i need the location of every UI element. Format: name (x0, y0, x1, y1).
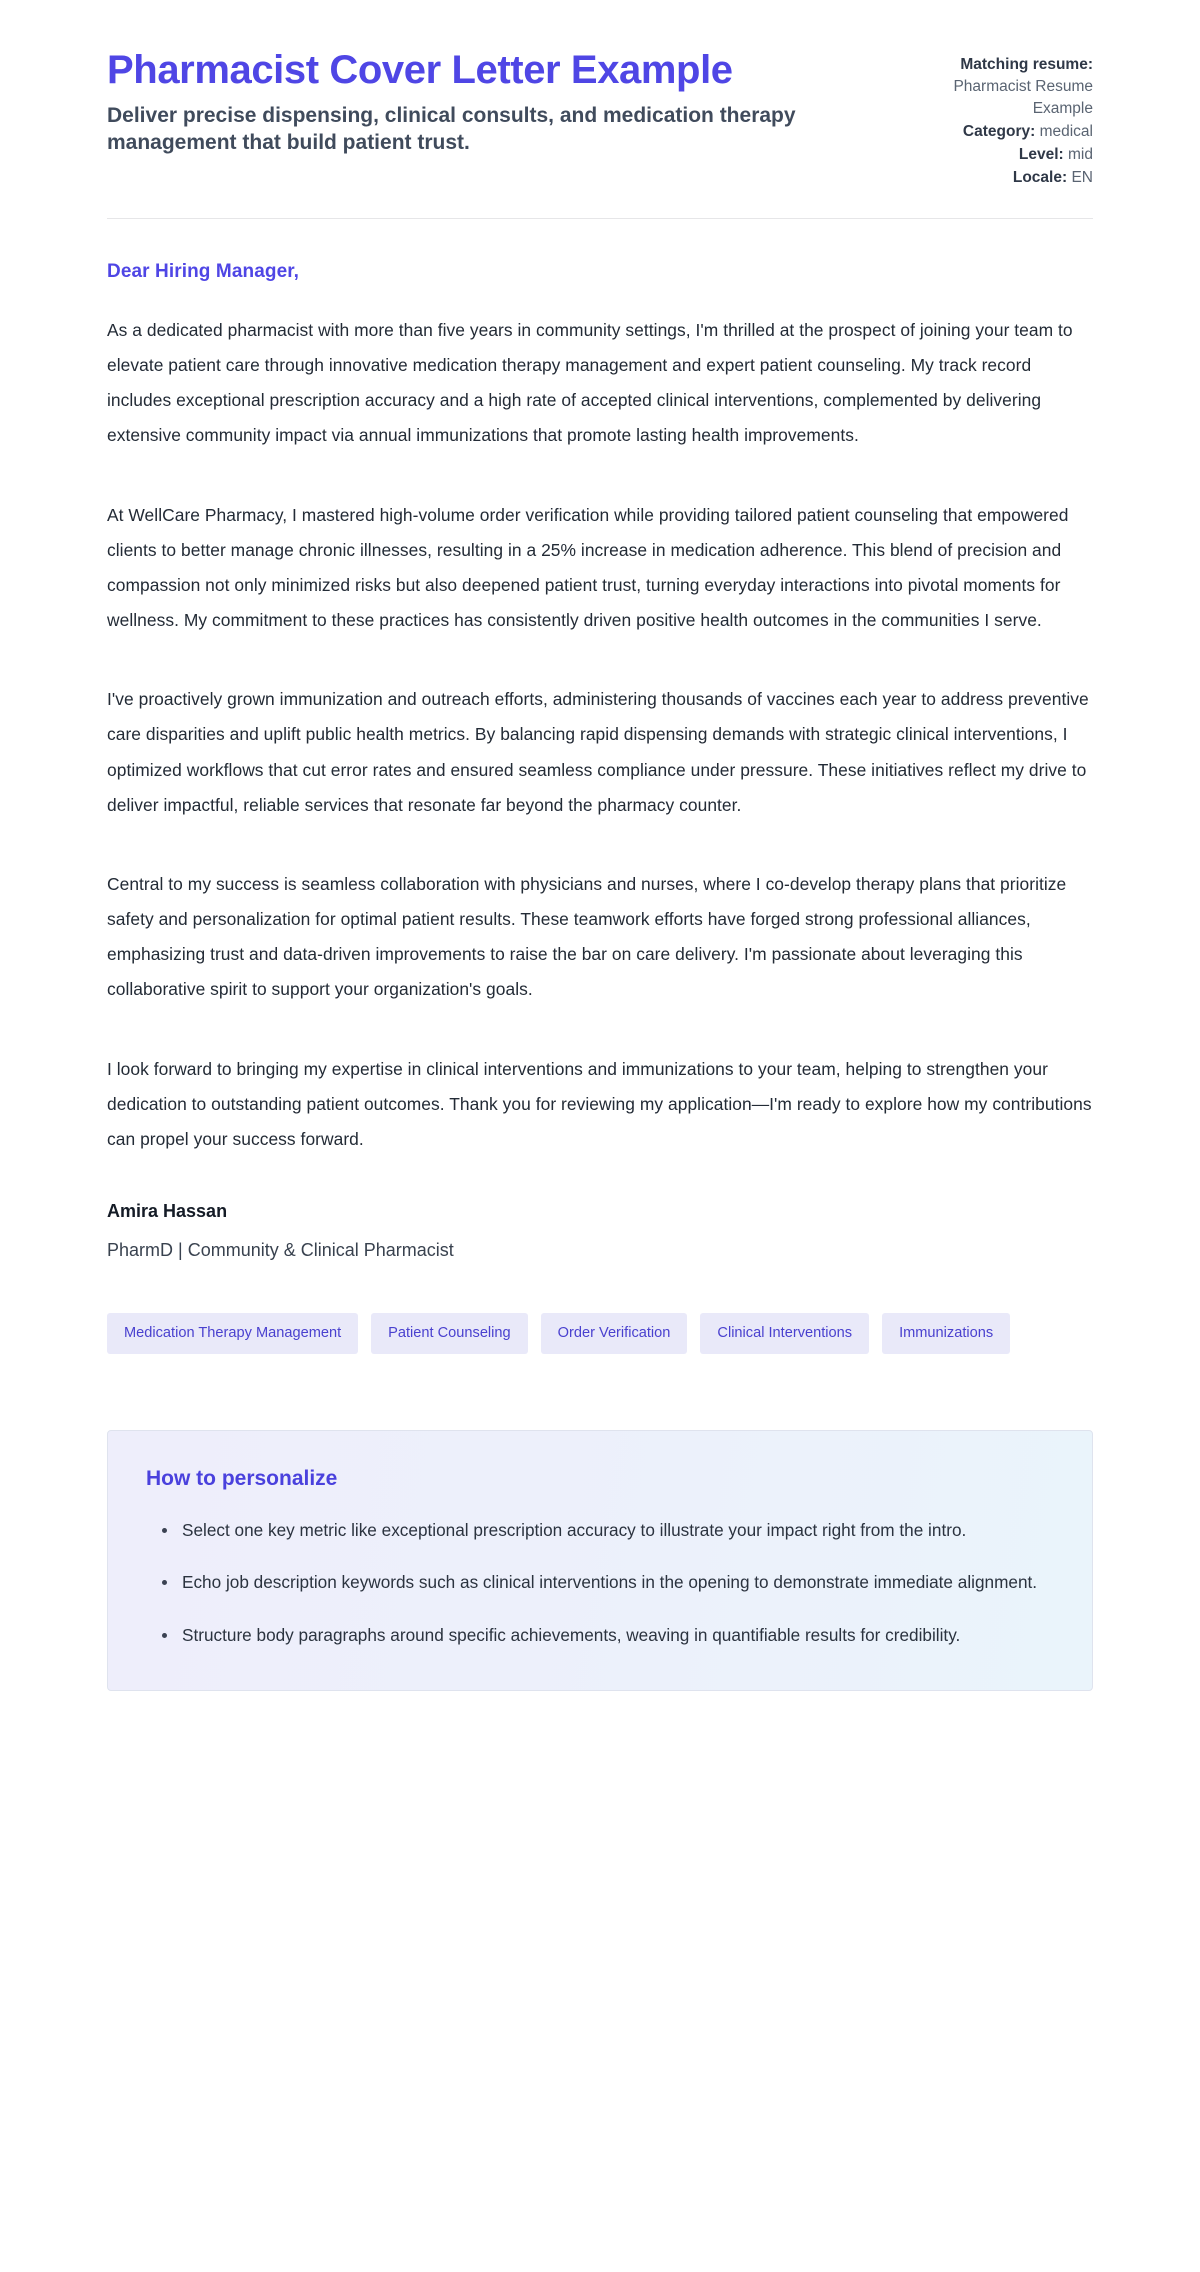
letter-paragraph: I look forward to bringing my expertise in clinical interventions and immunizations to your team, helping to strengthen your dedication to outstanding patient outcomes. Thank you for reviewing my application—I'm ready to explore how my contributions can propel your success forward. (107, 1058, 1092, 1149)
meta-locale (907, 167, 1093, 189)
metadata-panel (907, 48, 1093, 190)
skill-tag[interactable]: Clinical Interventions (700, 1313, 869, 1354)
page-header (107, 48, 1093, 218)
skill-tag[interactable]: Immunizations (882, 1313, 1010, 1354)
letter-paragraph-list (107, 313, 1093, 1157)
signature-block (107, 1201, 1093, 1261)
letter-paragraph: Central to my success is seamless collaboration with physicians and nurses, where I co-develop therapy plans that prioritize safety and personalization for optimal patient results. These teamwork efforts have forged strong professional alliances, emphasizing trust and data-driven improvements to raise the bar on care delivery. I'm passionate about leveraging this collaborative spirit to support your organization's goals. (107, 873, 1067, 1000)
meta-level-label: Level: (1018, 146, 1064, 163)
header-divider (107, 218, 1093, 219)
skill-tag[interactable]: Order Verification (541, 1313, 688, 1354)
skill-tag-list (107, 1313, 1067, 1354)
meta-matching-resume-value[interactable]: Pharmacist Resume Example (953, 78, 1093, 117)
skill-tag[interactable]: Patient Counseling (371, 1313, 528, 1354)
callout-item-list (146, 1515, 1054, 1651)
page-title: Pharmacist Cover Letter Example (107, 48, 733, 92)
salutation: Dear Hiring Manager, (107, 261, 300, 282)
callout-item: Echo job description keywords such as clinical interventions in the opening to demonstrate immediate alignment. (170, 1567, 1054, 1598)
letter-paragraph: As a dedicated pharmacist with more than five years in community settings, I'm thrilled at the prospect of joining your team to elevate patient care through innovative medication therapy management and expert patient counseling. My track record includes exceptional prescription accuracy and a high rate of accepted clinical interventions, complemented by delivering extensive community impact via annual immunizations that promote lasting health improvements. (107, 320, 1073, 446)
how-to-personalize-callout (107, 1430, 1093, 1692)
callout-title: How to personalize (146, 1466, 338, 1490)
cover-letter-body (107, 261, 1093, 1157)
callout-item: Select one key metric like exceptional prescription accuracy to illustrate your impact right from the intro. (170, 1515, 1054, 1546)
meta-category-value: medical (1039, 123, 1093, 140)
skill-tag[interactable]: Medication Therapy Management (107, 1313, 358, 1354)
meta-level-value: mid (1068, 146, 1093, 163)
letter-paragraph: I've proactively grown immunization and outreach efforts, administering thousands of vaccines each year to address preventive care disparities and uplift public health metrics. By balancing rapid dispensing demands with strategic clinical interventions, I optimized workflows that cut error rates and ensured seamless compliance under pressure. These initiatives reflect my drive to deliver impactful, reliable services that resonate far beyond the pharmacy counter. (107, 689, 1089, 815)
meta-locale-label: Locale: (1012, 169, 1068, 186)
page-subtitle: Deliver precise dispensing, clinical consults, and medication therapy management that build patient trust. (107, 103, 796, 155)
signature-name: Amira Hassan (107, 1200, 228, 1221)
signature-title: PharmD | Community & Clinical Pharmacist (107, 1239, 454, 1260)
meta-matching-resume-label: Matching resume: (960, 56, 1093, 73)
header-text-block (107, 48, 867, 157)
letter-paragraph: At WellCare Pharmacy, I mastered high-volume order verification while providing tailored patient counseling that empowered clients to better manage chronic illnesses, resulting in a 25% increase in medication adherence. This blend of precision and compassion not only minimized risks but also deepened patient trust, turning everyday interactions into pivotal moments for wellness. My commitment to these practices has consistently driven positive health outcomes in the communities I serve. (107, 504, 1069, 631)
meta-level (907, 144, 1093, 166)
meta-locale-value: EN (1071, 169, 1093, 186)
meta-matching-resume (907, 54, 1093, 120)
callout-item: Structure body paragraphs around specific achievements, weaving in quantifiable results for credibility. (170, 1620, 1054, 1651)
meta-category-label: Category: (962, 123, 1036, 140)
meta-category (907, 121, 1093, 143)
